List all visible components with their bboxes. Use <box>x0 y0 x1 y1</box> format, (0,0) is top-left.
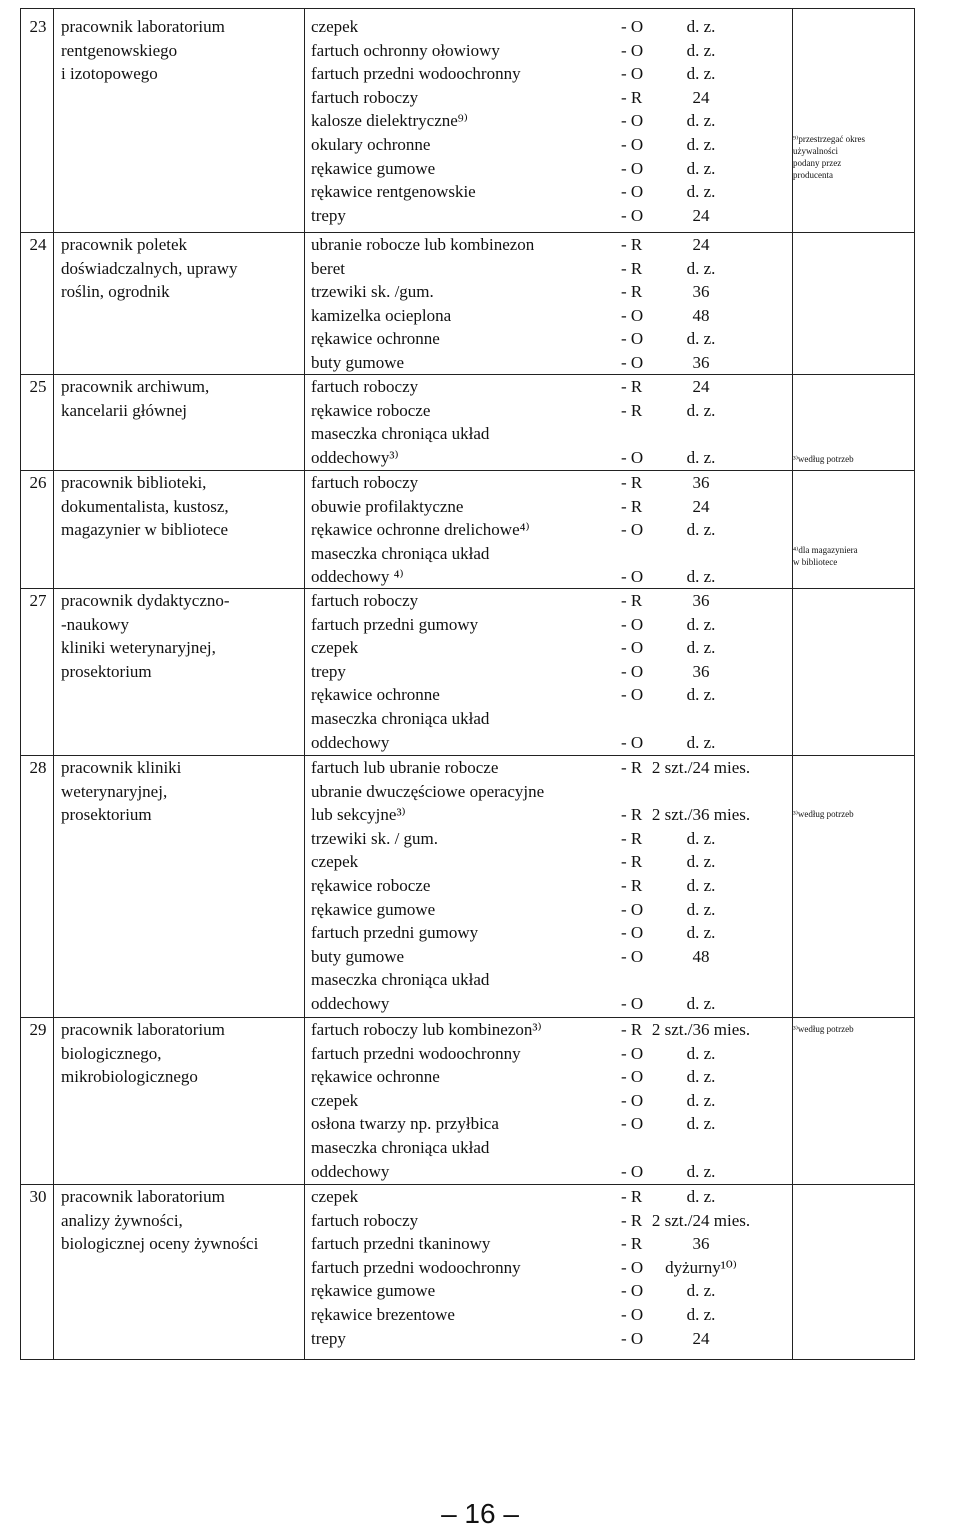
item-line <box>311 992 651 1016</box>
item-line <box>311 1327 651 1351</box>
usage-period <box>631 968 771 992</box>
footnote <box>793 544 913 568</box>
job-title <box>61 589 291 683</box>
job-title-line: prosektorium <box>61 805 152 825</box>
job-title-line: doświadczalnych, uprawy <box>61 258 238 278</box>
item-code: - R <box>621 1210 643 1230</box>
job-title <box>61 233 291 304</box>
item-name: rękawice robocze <box>311 875 431 895</box>
item-code: - O <box>621 40 644 60</box>
job-title-line: pracownik kliniki <box>61 758 182 777</box>
item-line <box>311 1042 651 1066</box>
item-line <box>311 86 651 110</box>
usage-period: d. z. <box>686 638 716 658</box>
item-line <box>311 422 651 446</box>
item-code: - O <box>621 1328 644 1348</box>
item-name: lub sekcyjne³⁾ <box>311 805 406 825</box>
item-line <box>311 1136 651 1160</box>
item-line <box>311 898 651 922</box>
item-code: - O <box>621 923 644 943</box>
protective-clothing-table <box>20 8 915 1360</box>
usage-period: d. z. <box>686 1114 716 1134</box>
item-name: fartuch roboczy <box>311 473 419 492</box>
item-name: fartuch lub ubranie robocze <box>311 758 499 777</box>
item-line <box>311 257 651 281</box>
item-name: fartuch ochronny ołowiowy <box>311 40 500 60</box>
table-row <box>21 471 914 589</box>
item-name: ubranie robocze lub kombinezon <box>311 235 535 254</box>
item-line <box>311 204 651 228</box>
job-title <box>61 1018 291 1089</box>
item-line <box>311 351 651 375</box>
table-row <box>21 233 914 375</box>
item-line <box>311 1209 651 1233</box>
item-name: czepek <box>311 17 359 36</box>
protective-items <box>311 1185 651 1350</box>
usage-period: 48 <box>692 946 710 966</box>
item-code: - O <box>621 732 644 752</box>
usage-period: d. z. <box>686 828 716 848</box>
usage-period: 2 szt./24 mies. <box>651 1210 751 1230</box>
item-name: trepy <box>311 1328 346 1348</box>
item-name: obuwie profilaktyczne <box>311 496 464 516</box>
item-code: - O <box>621 64 644 84</box>
job-title <box>61 756 291 827</box>
item-code: - O <box>621 447 644 467</box>
usage-period: 36 <box>692 1234 710 1254</box>
usage-period <box>631 1136 771 1160</box>
item-line <box>311 1232 651 1256</box>
item-name: fartuch przedni gumowy <box>311 614 479 634</box>
usage-period: d. z. <box>686 258 716 278</box>
job-title-line: analizy żywności, <box>61 1210 183 1230</box>
usage-period: 2 szt./36 mies. <box>651 805 751 825</box>
item-name: trepy <box>311 205 346 225</box>
item-line <box>311 62 651 86</box>
item-name: rękawice gumowe <box>311 1281 436 1301</box>
item-code: - R <box>621 282 643 302</box>
item-line <box>311 518 651 542</box>
job-title-line: -naukowy <box>61 614 129 634</box>
item-code: - O <box>621 614 644 634</box>
usage-periods <box>631 15 771 227</box>
item-line <box>311 1160 651 1184</box>
item-name: oddechowy³⁾ <box>311 447 399 467</box>
item-line <box>311 375 651 399</box>
item-name: buty gumowe <box>311 352 405 372</box>
job-title-line: pracownik laboratorium <box>61 1187 225 1206</box>
item-name: rękawice ochronne <box>311 329 440 349</box>
item-line <box>311 1112 651 1136</box>
item-line <box>311 542 651 566</box>
item-line <box>311 827 651 851</box>
row-number: 27 <box>29 591 47 610</box>
item-line <box>311 39 651 63</box>
item-code: - O <box>621 946 644 966</box>
item-name: fartuch przedni wodoochronny <box>311 64 521 84</box>
item-line <box>311 1303 651 1327</box>
item-code: - R <box>621 591 643 610</box>
protective-items <box>311 471 651 589</box>
footnote-line: producenta <box>793 170 833 180</box>
protective-items <box>311 15 651 227</box>
usage-period: d. z. <box>686 447 716 467</box>
item-name: fartuch przedni wodoochronny <box>311 1043 521 1063</box>
protective-items <box>311 1018 651 1183</box>
job-title-line: prosektorium <box>61 661 152 681</box>
item-line <box>311 233 651 257</box>
job-title <box>61 15 291 86</box>
item-name: beret <box>311 258 345 278</box>
footnote-line: ³⁾według potrzeb <box>793 808 854 819</box>
item-code: - R <box>621 377 643 396</box>
protective-items <box>311 233 651 375</box>
job-title-line: i izotopowego <box>61 64 158 84</box>
table-row <box>21 756 914 1018</box>
row-number: 29 <box>29 1020 47 1039</box>
item-line <box>311 446 651 470</box>
item-line <box>311 157 651 181</box>
footnote <box>793 133 913 181</box>
usage-period: d. z. <box>686 400 716 420</box>
item-code: - O <box>621 661 644 681</box>
usage-period: d. z. <box>686 567 716 587</box>
item-name: fartuch roboczy <box>311 1210 419 1230</box>
item-name: rękawice robocze <box>311 400 431 420</box>
usage-period <box>631 780 771 804</box>
job-title-line: weterynaryjnej, <box>61 781 168 801</box>
job-title-line: pracownik poletek <box>61 235 188 254</box>
usage-period: d. z. <box>686 732 716 752</box>
item-code: - O <box>621 1090 644 1110</box>
footnote-line: w bibliotece <box>793 557 838 568</box>
item-name: rękawice ochronne drelichowe⁴⁾ <box>311 520 530 540</box>
item-name: maseczka chroniąca układ <box>311 543 490 563</box>
item-code: - O <box>621 899 644 919</box>
item-code: - R <box>621 805 643 825</box>
item-name: czepek <box>311 1187 359 1206</box>
usage-period: d. z. <box>686 1187 716 1206</box>
item-line <box>311 683 651 707</box>
row-number: 23 <box>29 17 47 36</box>
row-number: 28 <box>29 758 47 777</box>
footnote <box>793 808 913 820</box>
item-name: rękawice ochronne <box>311 685 440 705</box>
item-line <box>311 756 651 780</box>
job-title-line: dokumentalista, kustosz, <box>61 496 229 516</box>
row-number: 24 <box>29 235 47 254</box>
item-code: - O <box>621 329 644 349</box>
item-line <box>311 1089 651 1113</box>
usage-periods <box>631 375 771 469</box>
usage-periods <box>631 589 771 754</box>
item-code: - O <box>621 1281 644 1301</box>
usage-period: d. z. <box>686 17 716 36</box>
job-title-line: biologicznej oceny żywności <box>61 1234 259 1254</box>
item-name: fartuch przedni tkaninowy <box>311 1234 491 1254</box>
usage-period: d. z. <box>686 685 716 705</box>
item-line <box>311 15 651 39</box>
item-line <box>311 1065 651 1089</box>
item-line <box>311 280 651 304</box>
usage-periods <box>631 233 771 375</box>
item-line <box>311 613 651 637</box>
usage-periods <box>631 1185 771 1350</box>
item-code: - R <box>621 87 643 107</box>
item-code: - O <box>621 638 644 658</box>
item-name: maseczka chroniąca układ <box>311 1137 490 1157</box>
item-line <box>311 1185 651 1209</box>
footnote-line: ³⁾według potrzeb <box>793 453 854 464</box>
item-line <box>311 495 651 519</box>
usage-periods <box>631 1018 771 1183</box>
item-line <box>311 945 651 969</box>
item-line <box>311 850 651 874</box>
job-title-line: biologicznego, <box>61 1043 162 1063</box>
job-title <box>61 1185 291 1256</box>
item-code: - O <box>621 17 644 36</box>
item-code: - O <box>621 1114 644 1134</box>
item-code: - R <box>621 473 643 492</box>
usage-period: 36 <box>692 473 710 492</box>
usage-period: 2 szt./24 mies. <box>651 758 751 777</box>
item-code: - O <box>621 1257 644 1277</box>
item-code: - O <box>621 993 644 1013</box>
item-line <box>311 327 651 351</box>
usage-period: d. z. <box>686 111 716 131</box>
item-line <box>311 1256 651 1280</box>
item-name: oddechowy <box>311 1161 390 1181</box>
item-name: rękawice ochronne <box>311 1067 440 1087</box>
table-row <box>21 1185 914 1361</box>
item-line <box>311 180 651 204</box>
usage-period: d. z. <box>686 40 716 60</box>
item-code: - O <box>621 352 644 372</box>
table-row <box>21 15 914 233</box>
item-code: - O <box>621 134 644 154</box>
usage-period: 24 <box>692 1328 710 1348</box>
item-code: - O <box>621 205 644 225</box>
usage-periods <box>631 471 771 589</box>
item-code: - R <box>621 758 643 777</box>
item-code: - O <box>621 685 644 705</box>
item-name: trzewiki sk. /gum. <box>311 282 434 302</box>
item-name: czepek <box>311 638 359 658</box>
protective-items <box>311 589 651 754</box>
job-title-line: rentgenowskiego <box>61 40 178 60</box>
item-code: - O <box>621 1161 644 1181</box>
item-name: fartuch roboczy <box>311 87 419 107</box>
item-name: maseczka chroniąca układ <box>311 970 490 990</box>
usage-period <box>631 422 771 446</box>
usage-period: d. z. <box>686 520 716 540</box>
usage-period: d. z. <box>686 614 716 634</box>
row-number: 26 <box>29 473 47 492</box>
item-code: - O <box>621 1304 644 1324</box>
row-number: 30 <box>29 1187 47 1206</box>
job-title-line: pracownik archiwum, <box>61 377 210 396</box>
usage-period: 36 <box>692 591 710 610</box>
item-name: rękawice gumowe <box>311 899 436 919</box>
item-line <box>311 565 651 589</box>
usage-period: d. z. <box>686 993 716 1013</box>
usage-period: d. z. <box>686 852 716 872</box>
item-name: kalosze dielektryczne⁹⁾ <box>311 111 468 131</box>
item-line <box>311 780 651 804</box>
job-title-line: kancelarii głównej <box>61 400 188 420</box>
item-name: fartuch roboczy <box>311 591 419 610</box>
item-code: - O <box>621 158 644 178</box>
usage-periods <box>631 756 771 1016</box>
item-code: - R <box>621 1187 643 1206</box>
item-code: - O <box>621 1043 644 1063</box>
usage-period: 24 <box>692 377 710 396</box>
item-line <box>311 803 651 827</box>
item-name: fartuch przedni wodoochronny <box>311 1257 521 1277</box>
item-line <box>311 304 651 328</box>
item-line <box>311 471 651 495</box>
job-title-line: kliniki weterynaryjnej, <box>61 638 216 658</box>
usage-period: d. z. <box>686 899 716 919</box>
item-code: - R <box>621 1234 643 1254</box>
item-name: czepek <box>311 1090 359 1110</box>
item-line <box>311 1018 651 1042</box>
item-code: - R <box>621 828 643 848</box>
item-name: rękawice rentgenowskie <box>311 182 476 202</box>
job-title-line: roślin, ogrodnik <box>61 282 170 302</box>
item-line <box>311 921 651 945</box>
usage-period: d. z. <box>686 329 716 349</box>
usage-period: 36 <box>692 661 710 681</box>
job-title-line: magazynier w bibliotece <box>61 520 229 540</box>
item-name: rękawice brezentowe <box>311 1304 455 1324</box>
footnote-line: ³⁾według potrzeb <box>793 1023 854 1034</box>
footnote <box>793 1023 913 1035</box>
usage-period: 24 <box>692 205 710 225</box>
item-name: oddechowy <box>311 732 390 752</box>
item-line <box>311 707 651 731</box>
item-name: trzewiki sk. / gum. <box>311 828 439 848</box>
table-row <box>21 589 914 756</box>
item-code: - O <box>621 305 644 325</box>
table-row <box>21 375 914 471</box>
item-code: - R <box>621 852 643 872</box>
item-name: fartuch przedni gumowy <box>311 923 479 943</box>
item-code: - R <box>621 235 643 254</box>
footnote <box>793 453 913 465</box>
item-code: - R <box>621 400 643 420</box>
usage-period: d. z. <box>686 64 716 84</box>
item-code: - R <box>621 496 643 516</box>
usage-period: 36 <box>692 282 710 302</box>
job-title-line: pracownik biblioteki, <box>61 473 207 492</box>
item-line <box>311 589 651 613</box>
usage-period: 24 <box>692 496 710 516</box>
page-number: – 16 – <box>441 1498 519 1529</box>
usage-period: d. z. <box>686 182 716 202</box>
item-name: oddechowy <box>311 993 390 1013</box>
usage-period: d. z. <box>686 1281 716 1301</box>
item-name: czepek <box>311 852 359 872</box>
usage-period: d. z. <box>686 1161 716 1181</box>
item-name: kamizelka ocieplona <box>311 305 452 325</box>
usage-period: d. z. <box>686 1043 716 1063</box>
item-code: - O <box>621 520 644 540</box>
table-row <box>21 1018 914 1185</box>
usage-period: d. z. <box>686 1090 716 1110</box>
item-code: - R <box>621 875 643 895</box>
item-line <box>311 1279 651 1303</box>
item-line <box>311 874 651 898</box>
footnote-line: używalności <box>793 146 838 156</box>
item-name: maseczka chroniąca układ <box>311 424 490 444</box>
job-title-line: pracownik laboratorium <box>61 17 225 36</box>
item-line <box>311 399 651 423</box>
protective-items <box>311 375 651 469</box>
job-title-line: mikrobiologicznego <box>61 1067 198 1087</box>
footnote-line: podany przez <box>793 158 842 168</box>
item-name: ubranie dwuczęściowe operacyjne <box>311 781 545 801</box>
usage-period <box>631 542 771 566</box>
usage-period: dyżurny¹⁰⁾ <box>665 1257 737 1277</box>
usage-period: d. z. <box>686 875 716 895</box>
item-name: fartuch roboczy <box>311 377 419 396</box>
item-line <box>311 133 651 157</box>
item-line <box>311 660 651 684</box>
usage-period: d. z. <box>686 1304 716 1324</box>
usage-period: d. z. <box>686 923 716 943</box>
job-title-line: pracownik dydaktyczno- <box>61 591 230 610</box>
item-line <box>311 109 651 133</box>
item-name: oddechowy ⁴⁾ <box>311 567 404 587</box>
job-title-line: pracownik laboratorium <box>61 1020 225 1039</box>
footnote-line: ⁹⁾przestrzegać okres <box>793 134 866 144</box>
item-code: - O <box>621 182 644 202</box>
usage-period: d. z. <box>686 134 716 154</box>
item-name: maseczka chroniąca układ <box>311 708 490 728</box>
usage-period: 48 <box>692 305 710 325</box>
footnote-line: ⁴⁾dla magazyniera <box>793 545 858 556</box>
row-number: 25 <box>29 377 47 396</box>
usage-period: 2 szt./36 mies. <box>651 1020 751 1039</box>
item-line <box>311 731 651 755</box>
item-line <box>311 636 651 660</box>
item-name: osłona twarzy np. przyłbica <box>311 1114 499 1134</box>
item-line <box>311 968 651 992</box>
item-code: - O <box>621 111 644 131</box>
item-name: rękawice gumowe <box>311 158 436 178</box>
job-title <box>61 375 291 422</box>
usage-period: 24 <box>692 87 710 107</box>
usage-period <box>631 707 771 731</box>
item-name: okulary ochronne <box>311 134 431 154</box>
item-code: - O <box>621 567 644 587</box>
job-title <box>61 471 291 542</box>
item-name: trepy <box>311 661 346 681</box>
protective-items <box>311 756 651 1016</box>
usage-period: 36 <box>692 352 710 372</box>
item-name: fartuch roboczy lub kombinezon³⁾ <box>311 1020 542 1039</box>
usage-period: d. z. <box>686 158 716 178</box>
item-name: buty gumowe <box>311 946 405 966</box>
usage-period: 24 <box>692 235 710 254</box>
item-code: - R <box>621 258 643 278</box>
item-code: - R <box>621 1020 643 1039</box>
usage-period: d. z. <box>686 1067 716 1087</box>
item-code: - O <box>621 1067 644 1087</box>
